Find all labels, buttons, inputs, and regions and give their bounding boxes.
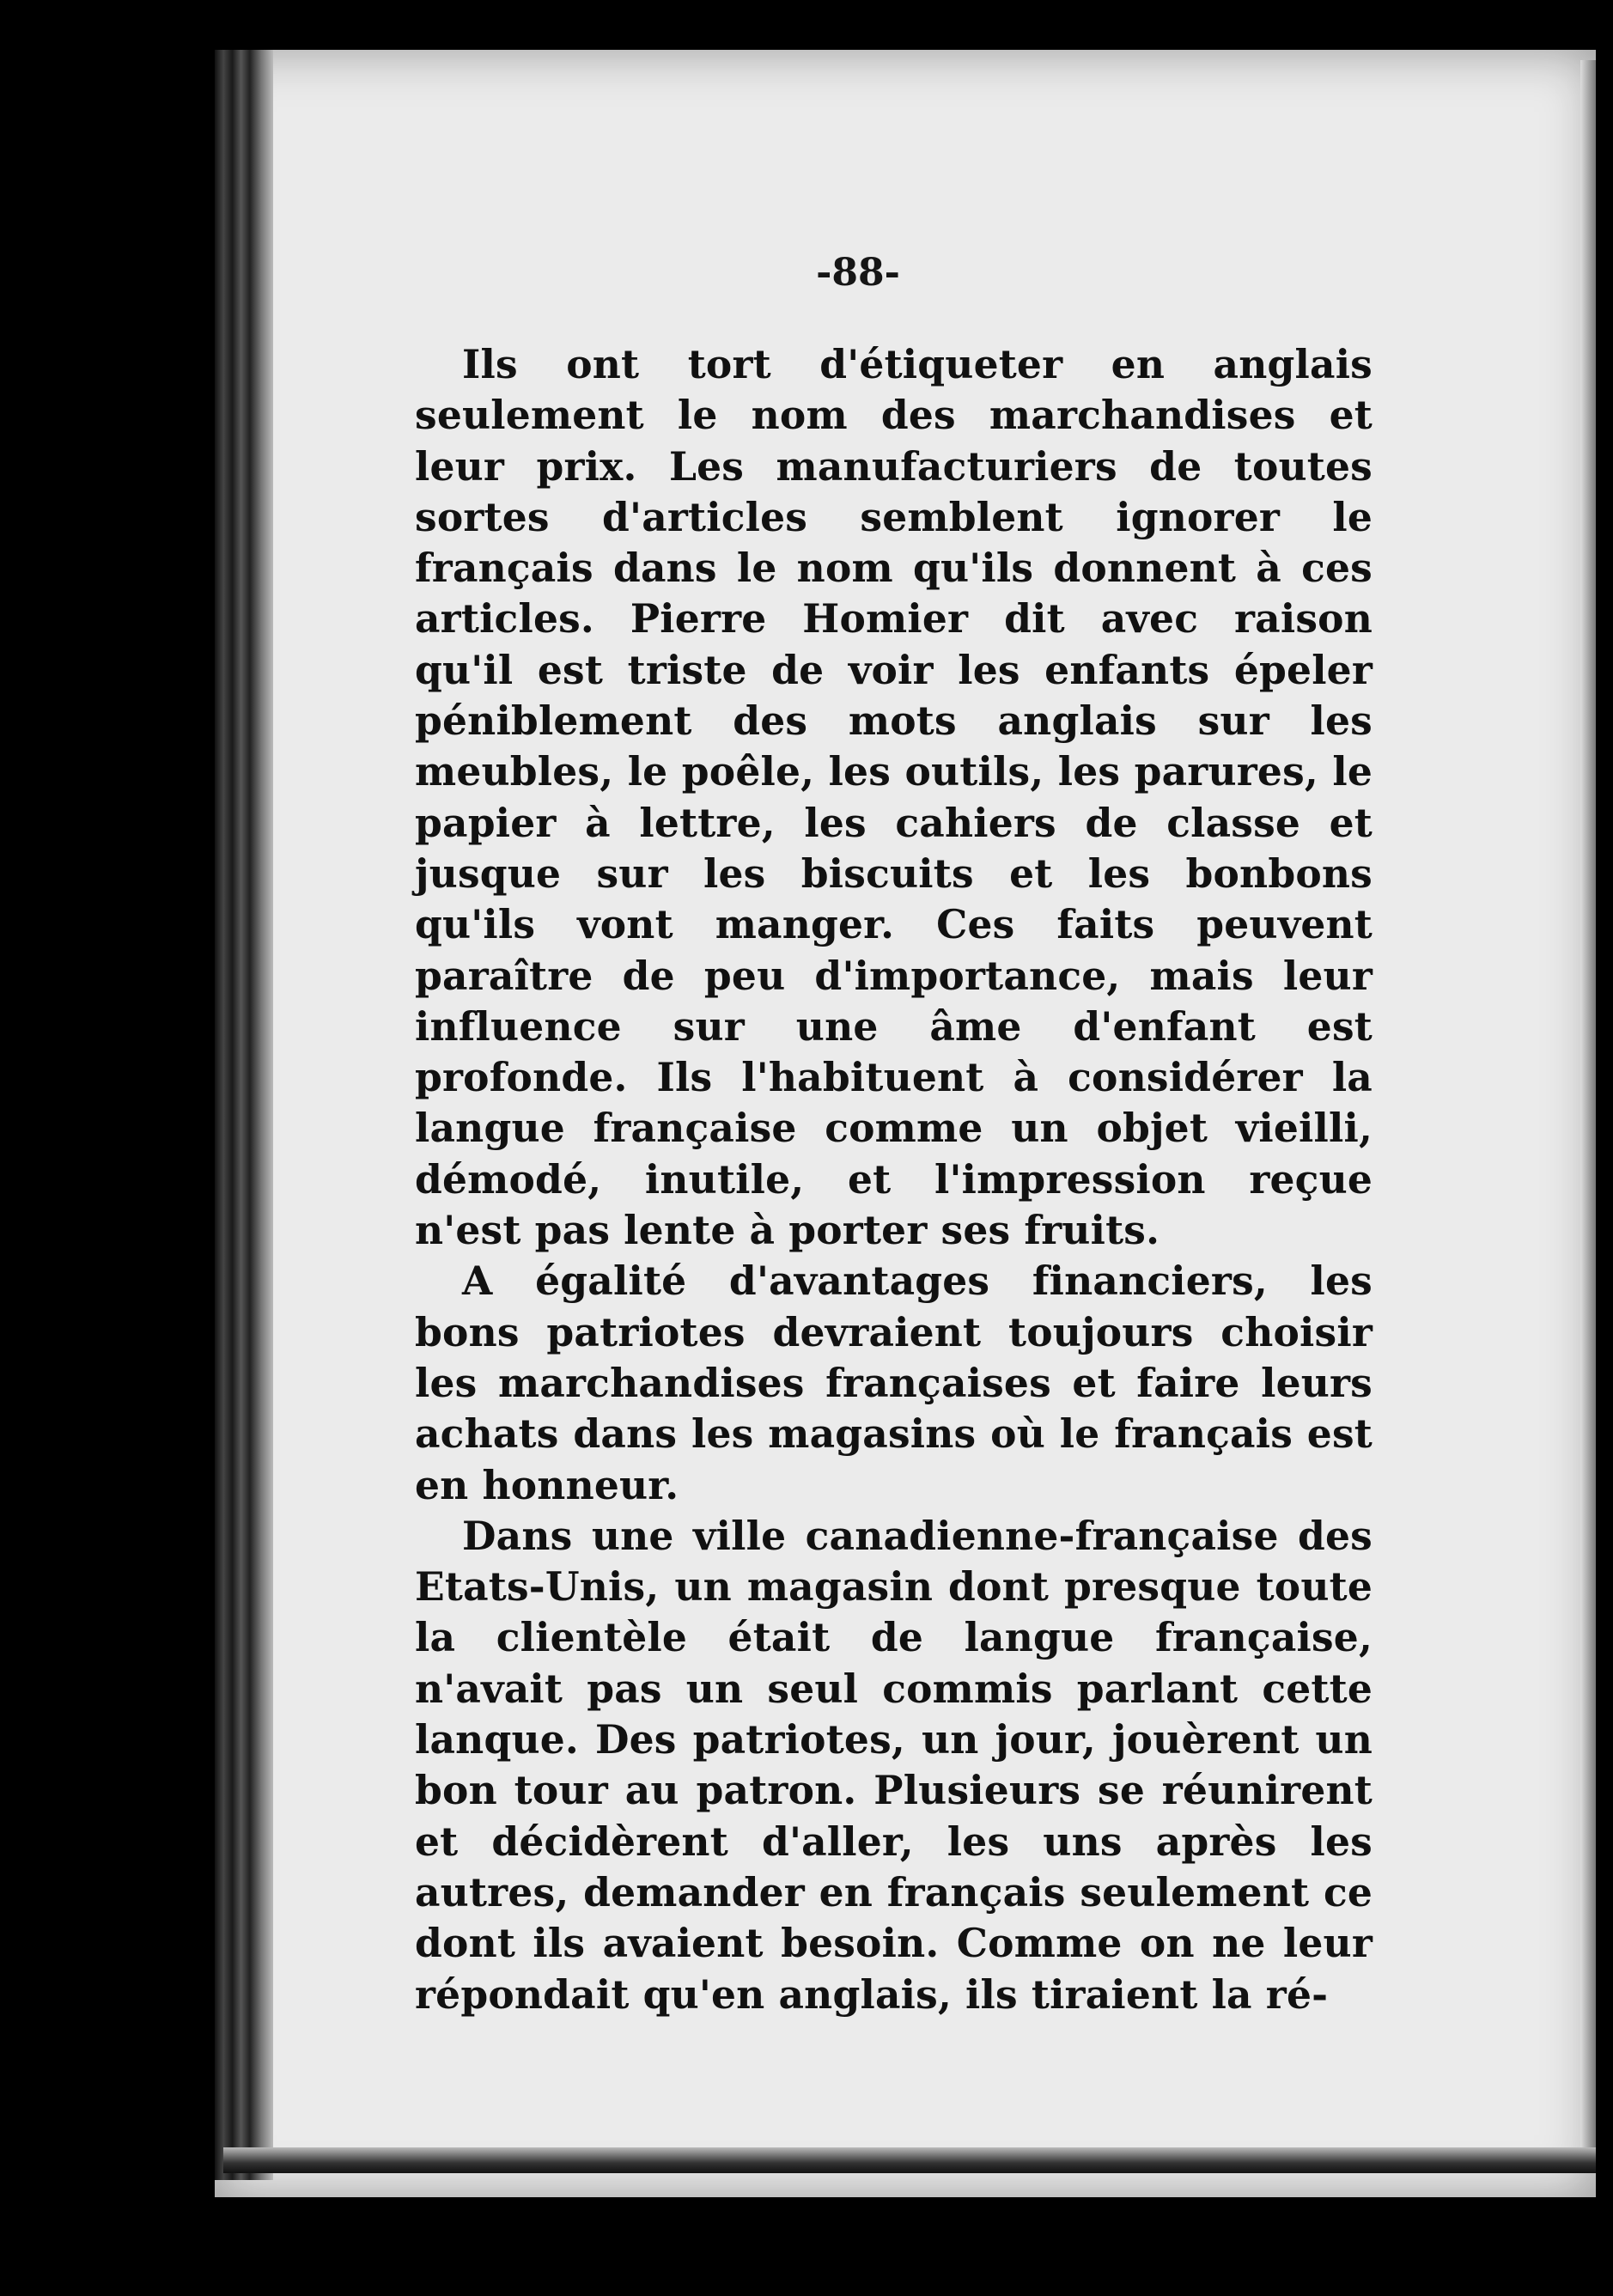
paragraph: Dans une ville canadienne-française des Etats-Unis, un magasin dont presque toute la clientèle était de langue française, n'avait pas un seul commis parlant cette lanque. Des patriotes, un jour, jouèrent un bon tour au patron. Plusieurs se réunirent et décidèrent d'aller, les uns après les autres, demander en français seulement ce dont ils avaient besoin. Comme on ne leur répondait qu'en anglais, ils tiraient la ré- [415,1512,1373,2018]
page-text-body [415,339,1373,2020]
paragraph: A égalité d'avantages financiers, les bons patriotes devraient toujours choisir les marchandises françaises et faire leurs achats dans les magasins où le français est en honneur. [415,1258,1373,1508]
paragraph: Ils ont tort d'étiqueter en anglais seulement le nom des marchandises et leur prix. Les manufacturiers de toutes sortes d'articles semblent ignorer le français dans le nom qu'ils donnent à ces articles. Pierre Homier dit avec raison qu'il est triste de voir les enfants épeler péniblement des mots anglais sur les meubles, le poêle, les outils, les parures, le papier à lettre, les cahiers de classe et jusque sur les biscuits et les bonbons qu'ils vont manger. Ces faits peuvent paraître de peu d'importance, mais leur influence sur une âme d'enfant est profonde. Ils l'habituent à considérer la langue française comme un objet vieilli, démodé, inutile, et l'impression reçue n'est pas lente à porter ses fruits. [415,341,1373,1254]
page-number: -88- [816,251,900,295]
book-binding-edge [215,50,273,2180]
page-right-edge [1580,60,1596,2173]
page-bottom-edge [223,2147,1596,2173]
